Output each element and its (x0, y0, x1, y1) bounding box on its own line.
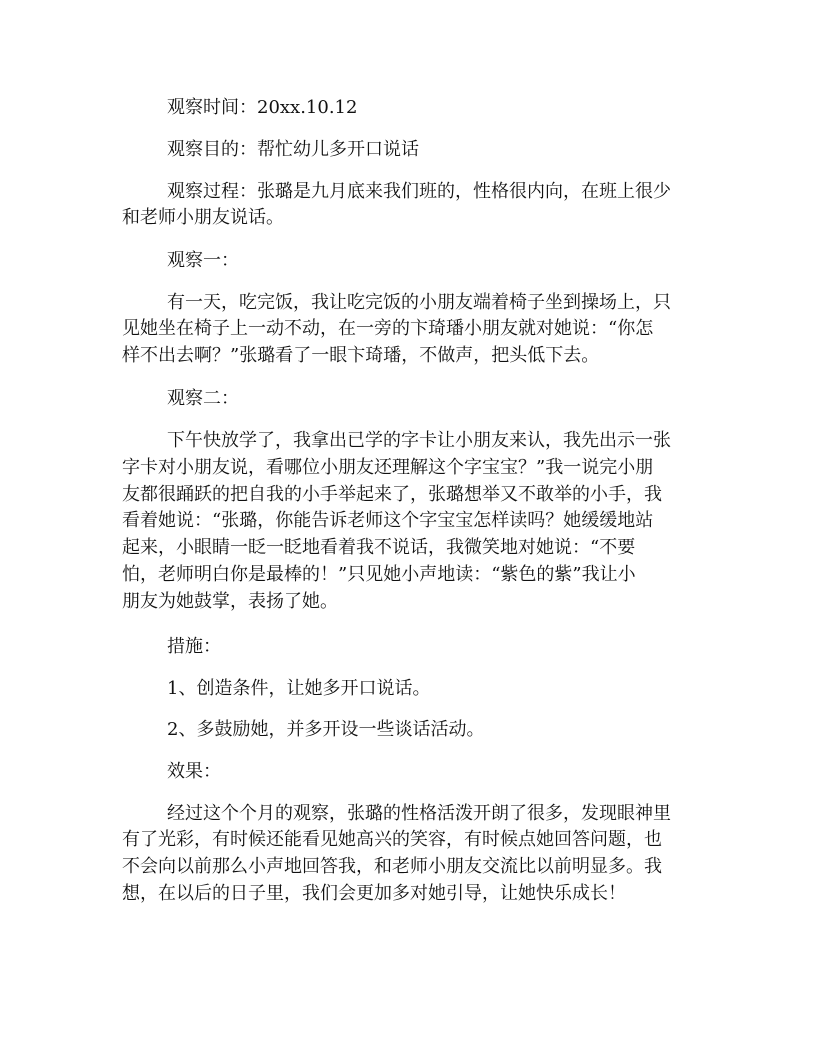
observation-one-heading: 观察一： (167, 250, 239, 271)
observation-time: 观察时间：20xx.10.12 (167, 97, 358, 118)
effect-line: 想，在以后的日子里，我们会更加多对她引导，让她快乐成长！ (122, 883, 626, 904)
observation-one-line: 样不出去啊？”张璐看了一眼卞琦璠，不做声，把头低下去。 (122, 345, 600, 366)
effect-line: 有了光彩，有时候还能看见她高兴的笑容，有时候点她回答问题，也 (122, 829, 662, 850)
observation-one-line: 有一天，吃完饭，我让吃完饭的小朋友端着椅子坐到操场上，只 (167, 292, 671, 313)
observation-two-line: 看着她说：“张璐，你能告诉老师这个字宝宝怎样读吗？她缓缓地站 (122, 510, 654, 531)
observation-goal: 观察目的：帮忙幼儿多开口说话 (167, 139, 419, 160)
measure-item: 2、多鼓励她，并多开设一些谈话活动。 (167, 719, 485, 740)
observation-two-heading: 观察二： (167, 388, 239, 409)
observation-two-line: 起来，小眼睛一眨一眨地看着我不说话，我微笑地对她说：“不要 (122, 537, 636, 558)
effect-line: 经过这个个月的观察，张璐的性格活泼开朗了很多，发现眼神里 (167, 803, 671, 824)
effect-heading: 效果： (167, 761, 221, 782)
observation-two-line: 字卡对小朋友说，看哪位小朋友还理解这个字宝宝？”我一说完小朋 (122, 457, 654, 478)
observation-two-line: 友都很踊跃的把自我的小手举起来了，张璐想举又不敢举的小手，我 (122, 484, 662, 505)
process-line-1: 观察过程：张璐是九月底来我们班的，性格很内向，在班上很少 (167, 181, 671, 202)
observation-one-line: 见她坐在椅子上一动不动，在一旁的卞琦璠小朋友就对她说：“你怎 (122, 318, 654, 339)
observation-two-line: 朋友为她鼓掌，表扬了她。 (122, 591, 338, 612)
process-line-2: 和老师小朋友说话。 (122, 207, 284, 228)
observation-two-line: 怕，老师明白你是最棒的！”只见她小声地读：“紫色的紫”我让小 (122, 564, 636, 585)
observation-two-line: 下午快放学了，我拿出已学的字卡让小朋友来认，我先出示一张 (167, 430, 671, 451)
measure-item: 1、创造条件，让她多开口说话。 (167, 678, 431, 699)
effect-line: 不会向以前那么小声地回答我，和老师小朋友交流比以前明显多。我 (122, 856, 662, 877)
measures-heading: 措施： (167, 636, 221, 657)
